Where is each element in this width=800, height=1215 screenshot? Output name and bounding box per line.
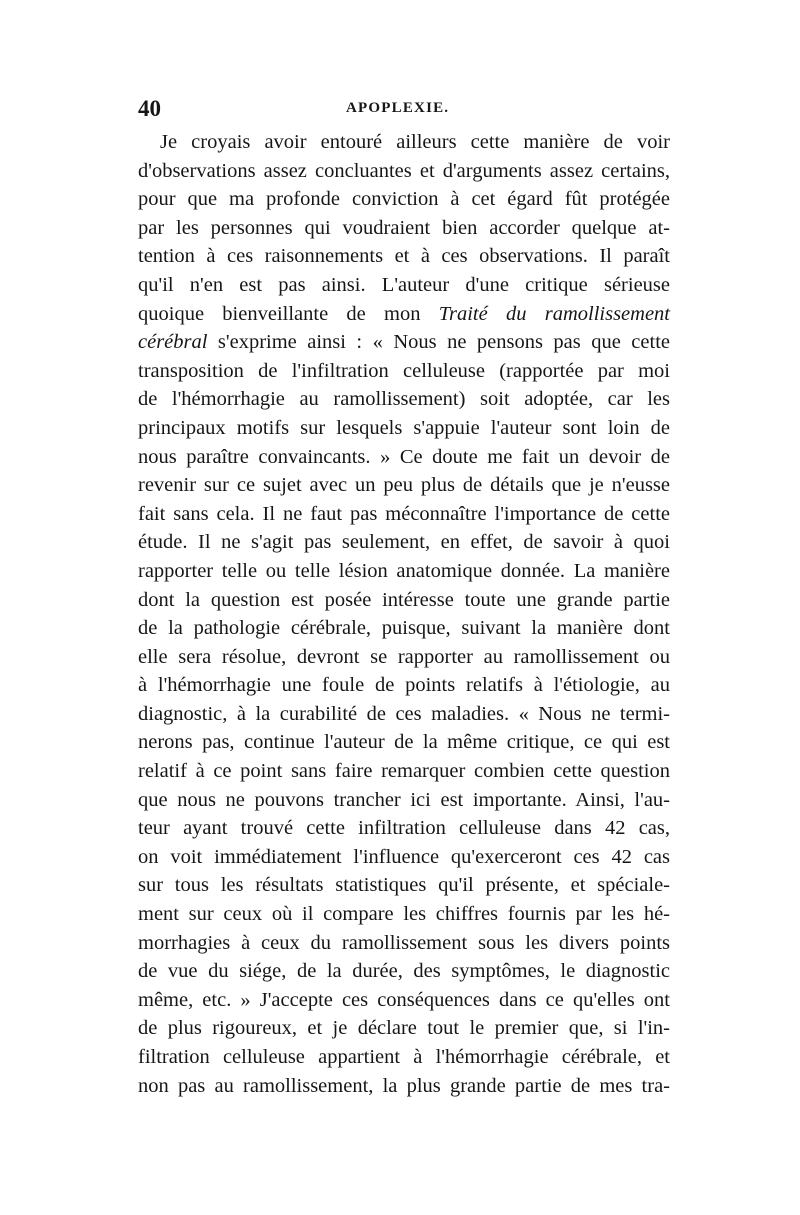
text-line: morrhagies à ceux du ramollissement sous les divers points	[138, 931, 670, 954]
text-line: tention à ces raisonnements et à ces observations. Il paraît	[138, 245, 670, 268]
text-line: nerons pas, continue l'auteur de la même critique, ce qui est	[138, 731, 670, 754]
page-number: 40	[138, 96, 161, 121]
text-line: teur ayant trouvé cette infiltration celluleuse dans 42 cas,	[138, 817, 670, 840]
text-line: que nous ne pouvons trancher ici est importante. Ainsi, l'au-	[138, 788, 670, 811]
text-line: sur tous les résultats statistiques qu'il présente, et spéciale-	[138, 874, 670, 897]
text-line	[138, 328, 670, 357]
text-line: on voit immédiatement l'influence qu'exerceront ces 42 cas	[138, 845, 670, 868]
text-line: de la pathologie cérébrale, puisque, suivant la manière dont	[138, 617, 670, 640]
text-line: ment sur ceux où il compare les chiffres fournis par les hé-	[138, 903, 670, 926]
text-line: fait sans cela. Il ne faut pas méconnaître l'importance de cette	[138, 502, 670, 525]
text-line: de vue du siége, de la durée, des symptômes, le diagnostic	[138, 960, 670, 983]
text-line: Je croyais avoir entouré ailleurs cette manière de voir	[160, 131, 670, 153]
text-line: transposition de l'infiltration celluleuse (rapportée par moi	[138, 359, 670, 382]
book-title-italic-cont: cérébral	[138, 331, 208, 354]
page-header	[138, 96, 668, 126]
text-line: rapporter telle ou telle lésion anatomique donnée. La manière	[138, 559, 670, 582]
text-line: dont la question est posée intéresse toute une grande partie	[138, 588, 670, 611]
text-line: relatif à ce point sans faire remarquer combien cette question	[138, 760, 670, 783]
text-line: non pas au ramollissement, la plus grande partie de mes tra-	[138, 1074, 670, 1097]
running-title: APOPLEXIE.	[346, 100, 450, 116]
book-title-italic: Traité du ramollissement	[438, 302, 670, 325]
text-line: à l'hémorrhagie une foule de points relatifs à l'étiologie, au	[138, 674, 670, 697]
text-line	[138, 300, 670, 329]
text-line: de l'hémorrhagie au ramollissement) soit adoptée, car les	[138, 388, 670, 411]
text-line: filtration celluleuse appartient à l'hémorrhagie cérébrale, et	[138, 1046, 670, 1068]
body-text	[138, 128, 670, 1100]
text-line: nous paraître convaincants. » Ce doute me fait un devoir de	[138, 445, 670, 468]
text-line: diagnostic, à la curabilité de ces maladies. « Nous ne termi-	[138, 702, 670, 725]
text-line: elle sera résolue, devront se rapporter au ramollissement ou	[138, 645, 670, 668]
text-line: principaux motifs sur lesquels s'appuie l'auteur sont loin de	[138, 416, 670, 439]
text-line: pour que ma profonde conviction à cet égard fût protégée	[138, 188, 670, 211]
text-line: qu'il n'en est pas ainsi. L'auteur d'une critique sérieuse	[138, 273, 670, 296]
text-line: même, etc. » J'accepte ces conséquences dans ce qu'elles ont	[138, 988, 670, 1011]
text-line: d'observations assez concluantes et d'arguments assez certains,	[138, 159, 670, 182]
text-segment: s'exprime ainsi : « Nous ne pensons pas que cette	[207, 331, 670, 354]
text-line: par les personnes qui voudraient bien accorder quelque at-	[138, 216, 670, 239]
text-line: revenir sur ce sujet avec un peu plus de détails que je n'eusse	[138, 474, 670, 497]
text-line: étude. Il ne s'agit pas seulement, en effet, de savoir à quoi	[138, 531, 670, 554]
text-line: de plus rigoureux, et je déclare tout le premier que, si l'in-	[138, 1017, 670, 1040]
text-segment: quoique bienveillante de mon	[138, 302, 439, 325]
